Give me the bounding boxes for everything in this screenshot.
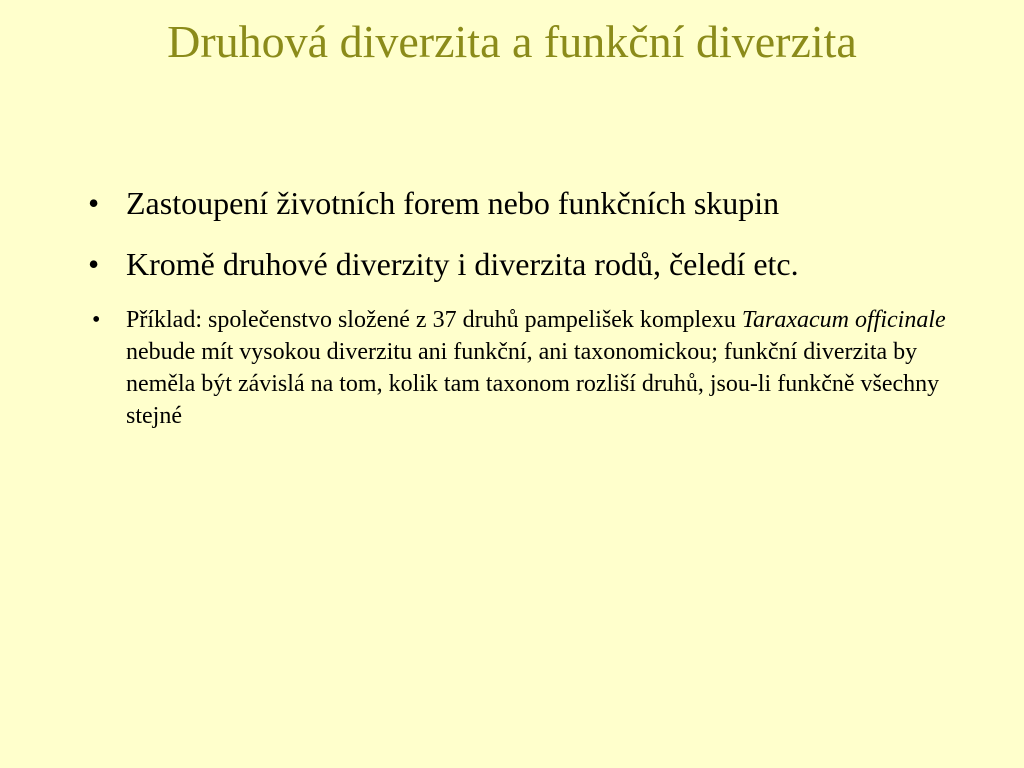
bullet-dot-icon: • — [88, 246, 100, 282]
bullet-text-part: Příklad: společenstvo složené z 37 druhů pampelišek komplexu — [126, 307, 742, 333]
bullet-list — [88, 182, 948, 432]
bullet-text-part: nebude mít vysokou diverzitu ani funkční, ani taxonomickou; funkční diverzita by neměla být závislá na tom, kolik tam taxonom rozliší druhů, jsou-li funkčně všechny stejné — [126, 339, 940, 429]
bullet-text: Kromě druhové diverzity i diverzita rodů, čeledí etc. — [126, 246, 799, 282]
bullet-item-genera-families — [88, 243, 948, 285]
bullet-dot-icon: • — [92, 307, 101, 333]
species-name: Taraxacum officinale — [741, 307, 946, 333]
bullet-item-example — [88, 304, 948, 432]
bullet-dot-icon: • — [88, 185, 100, 221]
bullet-text: Zastoupení životních forem nebo funkčních skupin — [126, 185, 780, 221]
slide-title: Druhová diverzita a funkční diverzita — [167, 16, 857, 67]
bullet-item-life-forms — [88, 182, 948, 224]
